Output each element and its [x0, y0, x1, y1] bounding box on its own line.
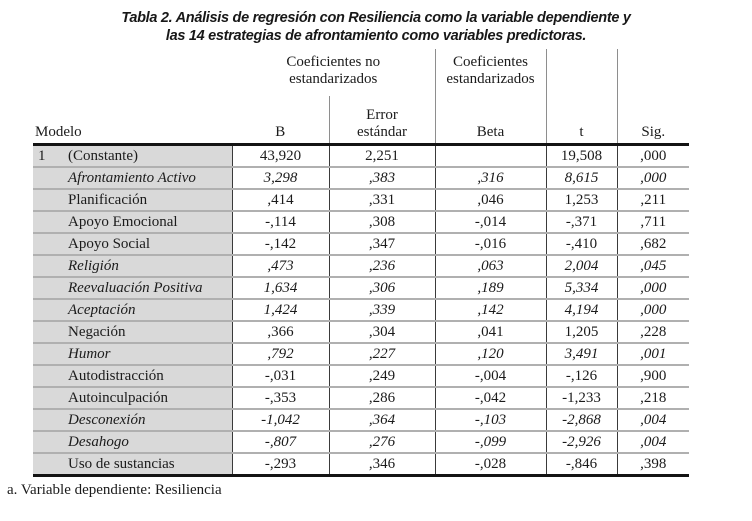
table-row [33, 409, 689, 431]
table-row [33, 365, 689, 387]
table-title [0, 0, 752, 45]
se-cell: ,306 [329, 277, 435, 299]
header-modelo: Modelo [33, 96, 232, 145]
table-row [33, 277, 689, 299]
model-number-cell: 1 [33, 145, 66, 168]
se-cell: ,364 [329, 409, 435, 431]
b-cell: -,142 [232, 233, 329, 255]
table-row [33, 233, 689, 255]
sig-cell: ,218 [617, 387, 689, 409]
beta-cell: ,120 [435, 343, 546, 365]
se-cell: ,227 [329, 343, 435, 365]
header-b: B [232, 96, 329, 145]
table-row [33, 145, 689, 168]
header-group-spacer [33, 49, 232, 96]
sig-cell: ,000 [617, 277, 689, 299]
t-cell: 1,253 [546, 189, 617, 211]
predictor-label-cell: Apoyo Social [66, 233, 232, 255]
se-cell: ,308 [329, 211, 435, 233]
table-row [33, 343, 689, 365]
table-footnote: a. Variable dependiente: Resiliencia [7, 482, 222, 498]
b-cell: 43,920 [232, 145, 329, 168]
table-title-line2: las 14 estrategias de afrontamiento como variables predictoras. [165, 28, 587, 44]
beta-cell [435, 145, 546, 168]
se-cell: ,383 [329, 167, 435, 189]
model-number-cell [33, 277, 66, 299]
table-body [33, 145, 689, 476]
header-beta: Beta [435, 96, 546, 145]
predictor-label-cell: Desahogo [66, 431, 232, 453]
t-cell: 2,004 [546, 255, 617, 277]
b-cell: 1,424 [232, 299, 329, 321]
beta-cell: ,041 [435, 321, 546, 343]
beta-cell: ,142 [435, 299, 546, 321]
t-cell: -,410 [546, 233, 617, 255]
sig-cell: ,228 [617, 321, 689, 343]
table-row [33, 255, 689, 277]
table-title-line1: Tabla 2. Análisis de regresión con Resiliencia como la variable dependiente y [121, 10, 631, 26]
header-t: t [546, 96, 617, 145]
beta-cell: ,063 [435, 255, 546, 277]
se-cell: ,276 [329, 431, 435, 453]
table-row [33, 431, 689, 453]
model-number-cell [33, 365, 66, 387]
header-column-row [33, 96, 689, 145]
beta-cell: ,189 [435, 277, 546, 299]
header-error-estandar: Error estándar [329, 96, 435, 145]
sig-cell: ,211 [617, 189, 689, 211]
t-cell: -,371 [546, 211, 617, 233]
model-number-cell [33, 343, 66, 365]
sig-cell: ,000 [617, 167, 689, 189]
table-row [33, 321, 689, 343]
t-cell: -,846 [546, 453, 617, 476]
predictor-label-cell: Afrontamiento Activo [66, 167, 232, 189]
sig-cell: ,000 [617, 145, 689, 168]
header-group-standardized: Coeficientes estandarizados [435, 49, 546, 96]
t-cell: 1,205 [546, 321, 617, 343]
predictor-label-cell: Apoyo Emocional [66, 211, 232, 233]
predictor-label-cell: Humor [66, 343, 232, 365]
b-cell: ,414 [232, 189, 329, 211]
predictor-label-cell: Negación [66, 321, 232, 343]
table-row [33, 453, 689, 476]
predictor-label-cell: (Constante) [66, 145, 232, 168]
beta-cell: -,099 [435, 431, 546, 453]
se-cell: ,331 [329, 189, 435, 211]
b-cell: -,114 [232, 211, 329, 233]
model-number-cell [33, 233, 66, 255]
sig-cell: ,682 [617, 233, 689, 255]
model-number-cell [33, 431, 66, 453]
predictor-label-cell: Reevaluación Positiva [66, 277, 232, 299]
b-cell: 1,634 [232, 277, 329, 299]
model-number-cell [33, 453, 66, 476]
t-cell: -1,233 [546, 387, 617, 409]
model-number-cell [33, 189, 66, 211]
table-row [33, 299, 689, 321]
beta-cell: -,103 [435, 409, 546, 431]
table-row [33, 189, 689, 211]
t-cell: 8,615 [546, 167, 617, 189]
predictor-label-cell: Autodistracción [66, 365, 232, 387]
se-cell: ,304 [329, 321, 435, 343]
b-cell: -,353 [232, 387, 329, 409]
se-cell: ,286 [329, 387, 435, 409]
sig-cell: ,001 [617, 343, 689, 365]
t-cell: -2,926 [546, 431, 617, 453]
t-cell: -,126 [546, 365, 617, 387]
regression-table-wrapper [33, 49, 689, 477]
se-cell: ,347 [329, 233, 435, 255]
model-number-cell [33, 299, 66, 321]
header-group-row [33, 49, 689, 96]
sig-cell: ,711 [617, 211, 689, 233]
se-cell: ,236 [329, 255, 435, 277]
se-cell: ,346 [329, 453, 435, 476]
table-row [33, 211, 689, 233]
b-cell: ,366 [232, 321, 329, 343]
b-cell: 3,298 [232, 167, 329, 189]
se-cell: 2,251 [329, 145, 435, 168]
beta-cell: -,042 [435, 387, 546, 409]
predictor-label-cell: Aceptación [66, 299, 232, 321]
t-cell: 19,508 [546, 145, 617, 168]
predictor-label-cell: Desconexión [66, 409, 232, 431]
model-number-cell [33, 409, 66, 431]
header-sig: Sig. [617, 96, 689, 145]
b-cell: -1,042 [232, 409, 329, 431]
beta-cell: -,016 [435, 233, 546, 255]
model-number-cell [33, 387, 66, 409]
predictor-label-cell: Religión [66, 255, 232, 277]
predictor-label-cell: Planificación [66, 189, 232, 211]
beta-cell: ,046 [435, 189, 546, 211]
b-cell: ,792 [232, 343, 329, 365]
header-t-spacer [546, 49, 617, 96]
sig-cell: ,000 [617, 299, 689, 321]
beta-cell: ,316 [435, 167, 546, 189]
sig-cell: ,045 [617, 255, 689, 277]
b-cell: -,807 [232, 431, 329, 453]
header-group-unstandardized: Coeficientes no estandarizados [286, 54, 381, 87]
sig-cell: ,900 [617, 365, 689, 387]
predictor-label-cell: Uso de sustancias [66, 453, 232, 476]
sig-cell: ,004 [617, 431, 689, 453]
t-cell: 3,491 [546, 343, 617, 365]
regression-table [33, 49, 689, 477]
b-cell: -,293 [232, 453, 329, 476]
beta-cell: -,014 [435, 211, 546, 233]
t-cell: 5,334 [546, 277, 617, 299]
se-cell: ,339 [329, 299, 435, 321]
beta-cell: -,004 [435, 365, 546, 387]
sig-cell: ,004 [617, 409, 689, 431]
t-cell: 4,194 [546, 299, 617, 321]
table-row [33, 167, 689, 189]
header-sig-spacer [617, 49, 689, 96]
b-cell: -,031 [232, 365, 329, 387]
model-number-cell [33, 321, 66, 343]
t-cell: -2,868 [546, 409, 617, 431]
model-number-cell [33, 211, 66, 233]
se-cell: ,249 [329, 365, 435, 387]
b-cell: ,473 [232, 255, 329, 277]
model-number-cell [33, 167, 66, 189]
sig-cell: ,398 [617, 453, 689, 476]
model-number-cell [33, 255, 66, 277]
table-row [33, 387, 689, 409]
beta-cell: -,028 [435, 453, 546, 476]
predictor-label-cell: Autoinculpación [66, 387, 232, 409]
